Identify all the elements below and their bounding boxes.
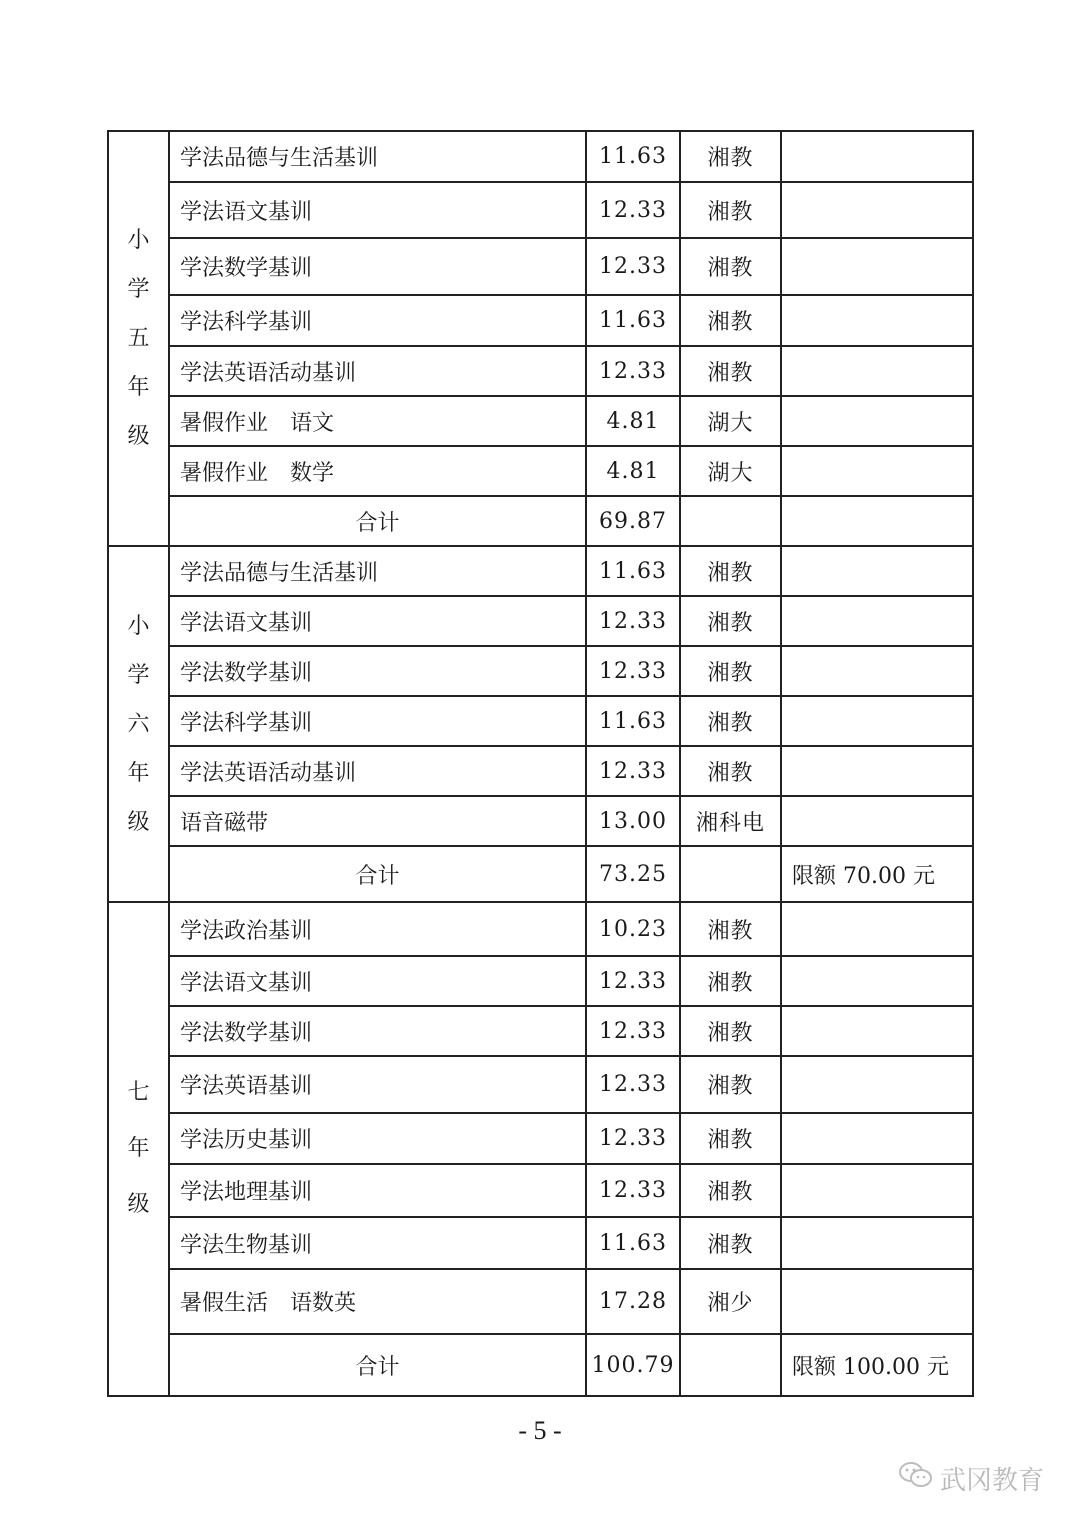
- book-price: 12.33: [586, 182, 680, 238]
- table-row: [108, 131, 973, 182]
- table-row: [108, 546, 973, 596]
- book-note: [781, 1269, 973, 1334]
- book-price: 11.63: [586, 546, 680, 596]
- watermark-text: 武冈教育: [939, 1466, 1044, 1496]
- book-publisher: 湘教: [680, 295, 781, 346]
- book-note: [781, 131, 973, 182]
- book-name: 学法科学基训: [169, 696, 586, 746]
- book-price: 12.33: [586, 956, 680, 1006]
- book-note: [781, 546, 973, 596]
- book-name: 学法品德与生活基训: [169, 546, 586, 596]
- book-price: 12.33: [586, 1006, 680, 1056]
- table-row: [108, 1269, 973, 1334]
- table-row: [108, 796, 973, 846]
- book-note: [781, 182, 973, 238]
- book-price: 12.33: [586, 646, 680, 696]
- book-price: 17.28: [586, 1269, 680, 1334]
- table-row: [108, 446, 973, 496]
- book-publisher: 湘教: [680, 1113, 781, 1164]
- book-publisher: 湘教: [680, 956, 781, 1006]
- book-publisher: 湘教: [680, 1164, 781, 1217]
- book-name: 学法政治基训: [169, 902, 586, 956]
- book-price: 12.33: [586, 346, 680, 396]
- table-row: [108, 238, 973, 295]
- book-note: [781, 1113, 973, 1164]
- book-price: 11.63: [586, 696, 680, 746]
- book-name: 学法数学基训: [169, 1006, 586, 1056]
- fee-table: [107, 130, 974, 1397]
- table-row: [108, 956, 973, 1006]
- book-name: 学法历史基训: [169, 1113, 586, 1164]
- table-row: [108, 1006, 973, 1056]
- total-note: [781, 496, 973, 546]
- book-publisher: 湖大: [680, 396, 781, 446]
- total-row: [108, 496, 973, 546]
- book-price: 12.33: [586, 238, 680, 295]
- book-name: 学法英语基训: [169, 1056, 586, 1113]
- total-label: 合计: [169, 846, 586, 902]
- book-note: [781, 796, 973, 846]
- table-row: [108, 746, 973, 796]
- book-name: 语音磁带: [169, 796, 586, 846]
- book-price: 12.33: [586, 1113, 680, 1164]
- book-name: 学法地理基训: [169, 1164, 586, 1217]
- total-price: 69.87: [586, 496, 680, 546]
- table-row: [108, 182, 973, 238]
- table-row: [108, 696, 973, 746]
- book-note: [781, 238, 973, 295]
- book-note: [781, 596, 973, 646]
- total-publisher: [680, 846, 781, 902]
- book-publisher: 湘教: [680, 696, 781, 746]
- book-price: 11.63: [586, 1217, 680, 1269]
- table-row: [108, 295, 973, 346]
- total-label: 合计: [169, 496, 586, 546]
- total-row: [108, 1334, 973, 1396]
- book-price: 13.00: [586, 796, 680, 846]
- total-label: 合计: [169, 1334, 586, 1396]
- book-publisher: 湘教: [680, 546, 781, 596]
- book-name: 学法科学基训: [169, 295, 586, 346]
- book-note: [781, 1217, 973, 1269]
- book-publisher: 湘教: [680, 1056, 781, 1113]
- book-price: 12.33: [586, 746, 680, 796]
- total-price: 100.79: [586, 1334, 680, 1396]
- book-name: 学法语文基训: [169, 182, 586, 238]
- book-price: 12.33: [586, 596, 680, 646]
- book-publisher: 湘教: [680, 1006, 781, 1056]
- total-publisher: [680, 1334, 781, 1396]
- book-price: 4.81: [586, 446, 680, 496]
- book-note: [781, 646, 973, 696]
- book-price: 11.63: [586, 295, 680, 346]
- grade-label-cell: 小 学 五 年 级: [108, 131, 169, 546]
- table-row: [108, 596, 973, 646]
- book-note: [781, 746, 973, 796]
- book-name: 学法数学基训: [169, 238, 586, 295]
- book-publisher: 湘教: [680, 902, 781, 956]
- book-name: 学法英语活动基训: [169, 346, 586, 396]
- table-row: [108, 346, 973, 396]
- book-price: 4.81: [586, 396, 680, 446]
- total-note: 限额 70.00 元: [781, 846, 973, 902]
- book-note: [781, 346, 973, 396]
- table-row: [108, 1056, 973, 1113]
- book-name: 暑假作业 语文: [169, 396, 586, 446]
- book-publisher: 湖大: [680, 446, 781, 496]
- book-publisher: 湘教: [680, 182, 781, 238]
- book-price: 10.23: [586, 902, 680, 956]
- book-name: 学法语文基训: [169, 596, 586, 646]
- book-name: 学法英语活动基训: [169, 746, 586, 796]
- table-row: [108, 1164, 973, 1217]
- book-name: 学法数学基训: [169, 646, 586, 696]
- book-name: 暑假生活 语数英: [169, 1269, 586, 1334]
- book-name: 暑假作业 数学: [169, 446, 586, 496]
- book-note: [781, 696, 973, 746]
- table-row: [108, 646, 973, 696]
- book-note: [781, 396, 973, 446]
- book-name: 学法品德与生活基训: [169, 131, 586, 182]
- watermark: [898, 1460, 1044, 1497]
- grade-label-cell: 小 学 六 年 级: [108, 546, 169, 902]
- table-row: [108, 1113, 973, 1164]
- book-note: [781, 1056, 973, 1113]
- table-row: [108, 1217, 973, 1269]
- book-price: 12.33: [586, 1164, 680, 1217]
- book-note: [781, 446, 973, 496]
- table-row: [108, 902, 973, 956]
- wechat-icon: [898, 1460, 940, 1497]
- book-publisher: 湘教: [680, 646, 781, 696]
- book-price: 12.33: [586, 1056, 680, 1113]
- book-name: 学法生物基训: [169, 1217, 586, 1269]
- book-name: 学法语文基训: [169, 956, 586, 1006]
- book-publisher: 湘教: [680, 131, 781, 182]
- book-note: [781, 295, 973, 346]
- book-publisher: 湘教: [680, 238, 781, 295]
- book-publisher: 湘教: [680, 596, 781, 646]
- total-row: [108, 846, 973, 902]
- book-note: [781, 1006, 973, 1056]
- book-publisher: 湘科电: [680, 796, 781, 846]
- book-publisher: 湘教: [680, 746, 781, 796]
- total-note: 限额 100.00 元: [781, 1334, 973, 1396]
- page-number: - 5 -: [518, 1416, 562, 1445]
- total-publisher: [680, 496, 781, 546]
- book-note: [781, 956, 973, 1006]
- book-note: [781, 902, 973, 956]
- book-price: 11.63: [586, 131, 680, 182]
- table-row: [108, 396, 973, 446]
- book-publisher: 湘教: [680, 1217, 781, 1269]
- book-publisher: 湘教: [680, 346, 781, 396]
- book-note: [781, 1164, 973, 1217]
- grade-label-cell: 七 年 级: [108, 902, 169, 1396]
- total-price: 73.25: [586, 846, 680, 902]
- book-publisher: 湘少: [680, 1269, 781, 1334]
